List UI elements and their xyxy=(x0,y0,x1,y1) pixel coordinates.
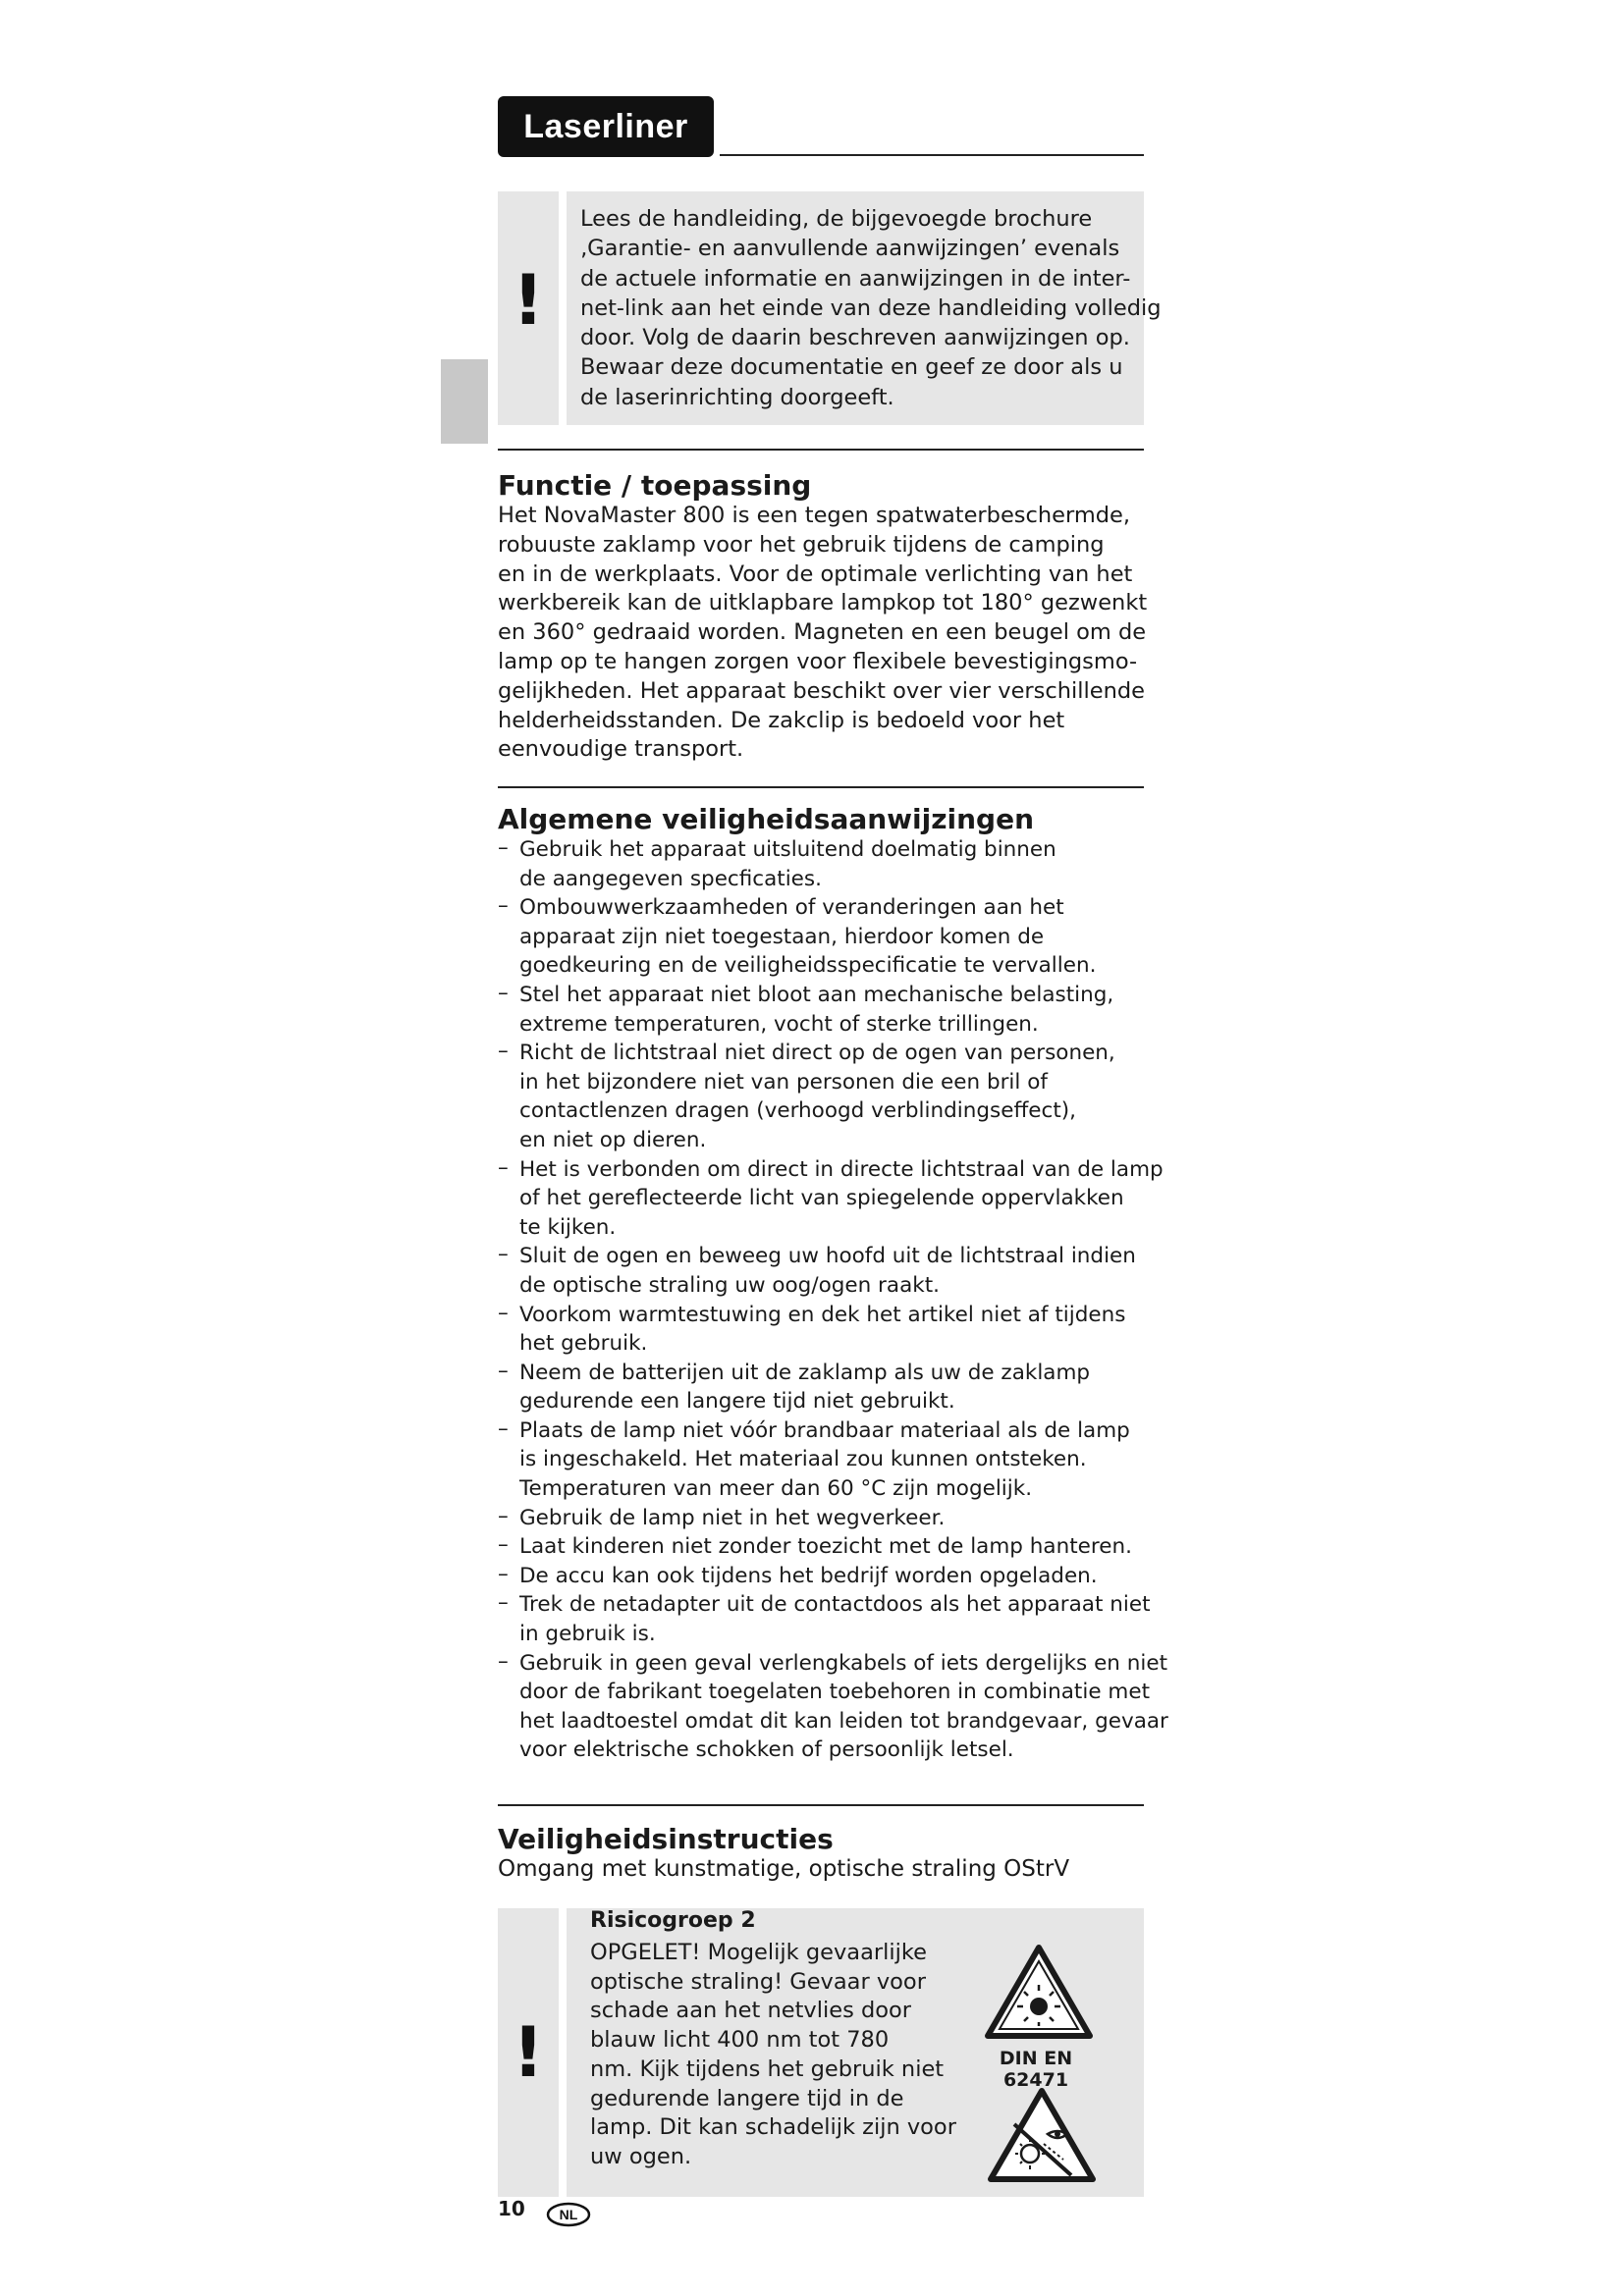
bullet-dash: – xyxy=(498,1300,509,1325)
page-number: 10 xyxy=(498,2197,525,2220)
text-line: optische straling! Gevaar voor xyxy=(590,1968,926,1995)
safety-item-line: Richt de lichtstraal niet direct op de ogen van personen, xyxy=(519,1041,1115,1066)
optical-radiation-warning-icon xyxy=(982,1942,1096,2044)
safety-item-line: Gebruik in geen geval verlengkabels of iets dergelijks en niet xyxy=(519,1650,1168,1676)
language-code: NL xyxy=(559,2207,578,2222)
safety-item-text xyxy=(519,1532,1132,1562)
safety-item-line: Laat kinderen niet zonder toezicht met de lamp hanteren. xyxy=(519,1534,1132,1560)
safety-item xyxy=(498,1562,1146,1591)
text-line: eenvoudige transport. xyxy=(498,736,744,763)
safety-item-text xyxy=(519,1504,945,1533)
safety-item-line: te kijken. xyxy=(519,1214,617,1240)
risk-warning-text xyxy=(590,1939,956,2172)
safety-item-line: het laadtoestel omdat dit kan leiden tot brandgevaar, gevaar xyxy=(519,1708,1168,1734)
text-line: schade aan het netvlies door xyxy=(590,1998,912,2024)
safety-item-line: het gebruik. xyxy=(519,1331,648,1357)
language-badge xyxy=(546,2202,591,2227)
safety-heading: Algemene veiligheidsaanwijzingen xyxy=(498,803,1035,835)
instructions-subtitle: Omgang met kunstmatige, optische straling OStrV xyxy=(498,1856,1070,1882)
safety-item-text xyxy=(519,981,1113,1039)
header-rule xyxy=(720,154,1144,156)
text-line: OPGELET! Mogelijk gevaarlijke xyxy=(590,1940,927,1965)
safety-item xyxy=(498,1154,1164,1243)
risk-group-title: Risicogroep 2 xyxy=(590,1908,756,1933)
safety-item-text xyxy=(519,1155,1164,1243)
laserliner-logo: Laserliner xyxy=(498,96,714,157)
intro-note-text xyxy=(580,204,1162,412)
safety-item-line: en niet op dieren. xyxy=(519,1127,707,1152)
safety-item-line: goedkeuring en de veiligheidsspecificatie te vervallen. xyxy=(519,953,1097,979)
safety-item-line: Trek de netadapter uit de contactdoos als het apparaat niet xyxy=(519,1592,1151,1618)
bullet-dash: – xyxy=(498,1415,509,1441)
safety-item-text xyxy=(519,893,1096,981)
safety-item xyxy=(498,1590,1151,1648)
bullet-dash: – xyxy=(498,980,509,1005)
text-line: robuuste zaklamp voor het gebruik tijdens de camping xyxy=(498,531,1105,558)
safety-item-line: De accu kan ook tijdens het bedrijf worden opgeladen. xyxy=(519,1563,1098,1588)
text-line: Bewaar deze documentatie en geef ze door als u xyxy=(580,354,1123,381)
exclamation-icon: ! xyxy=(513,2012,544,2093)
safety-item-text xyxy=(519,1562,1098,1591)
bullet-dash: – xyxy=(498,1561,509,1586)
safety-item-line: Ombouwwerkzaamheden of veranderingen aan het xyxy=(519,895,1064,921)
function-heading: Functie / toepassing xyxy=(498,469,812,502)
safety-item-line: in gebruik is. xyxy=(519,1622,656,1647)
bullet-dash: – xyxy=(498,1590,509,1616)
safety-item-line: apparaat zijn niet toegestaan, hierdoor komen de xyxy=(519,924,1045,949)
safety-item-line: is ingeschakeld. Het materiaal zou kunnen ontsteken. xyxy=(519,1447,1087,1472)
bullet-dash: – xyxy=(498,1358,509,1383)
safety-item xyxy=(498,981,1146,1039)
text-line: helderheidsstanden. De zakclip is bedoeld voor het xyxy=(498,707,1065,733)
safety-item xyxy=(498,1416,1146,1504)
safety-item-line: Het is verbonden om direct in directe lichtstraal van de lamp xyxy=(519,1156,1164,1182)
safety-item-line: Plaats de lamp niet vóór brandbaar materiaal als de lamp xyxy=(519,1417,1130,1443)
safety-item-line: de optische straling uw oog/ogen raakt. xyxy=(519,1272,940,1298)
safety-item xyxy=(498,835,1146,893)
text-line: door. Volg de daarin beschreven aanwijzingen op. xyxy=(580,325,1130,351)
bullet-dash: – xyxy=(498,1503,509,1528)
text-line: werkbereik kan de uitklapbare lampkop tot 180° gezwenkt xyxy=(498,590,1148,616)
intro-note-icon-panel xyxy=(498,191,559,425)
bullet-dash: – xyxy=(498,1039,509,1064)
safety-item-text xyxy=(519,1590,1151,1648)
text-line: blauw licht 400 nm tot 780 xyxy=(590,2027,890,2054)
safety-item xyxy=(498,1242,1146,1300)
text-line: gelijkheden. Het apparaat beschikt over vier verschillende xyxy=(498,677,1145,704)
safety-item-text xyxy=(519,1649,1168,1765)
safety-item-line: in het bijzondere niet van personen die een bril of xyxy=(519,1069,1048,1095)
safety-item-line: Gebruik de lamp niet in het wegverkeer. xyxy=(519,1505,946,1530)
safety-item-line: extreme temperaturen, vocht of sterke trillingen. xyxy=(519,1011,1039,1037)
safety-item-line: Stel het apparaat niet bloot aan mechanische belasting, xyxy=(519,982,1114,1007)
safety-item-line: contactlenzen dragen (verhoogd verblindingseffect), xyxy=(519,1098,1076,1124)
safety-item-line: voor elektrische schokken of persoonlijk letsel. xyxy=(519,1737,1014,1763)
safety-item-line: door de fabrikant toegelaten toebehoren in combinatie met xyxy=(519,1680,1150,1705)
section-divider xyxy=(498,1804,1144,1806)
safety-item-line: Gebruik het apparaat uitsluitend doelmatig binnen xyxy=(519,837,1056,862)
text-line: lamp op te hangen zorgen voor flexibele bevestigingsmo- xyxy=(498,648,1138,674)
safety-item-text xyxy=(519,1039,1115,1154)
text-line: nm. Kijk tijdens het gebruik niet xyxy=(590,2056,945,2082)
text-line: uw ogen. xyxy=(590,2143,692,2169)
bullet-dash: – xyxy=(498,1242,509,1267)
safety-item-line: gedurende een langere tijd niet gebruikt. xyxy=(519,1389,955,1415)
safety-list xyxy=(498,835,1168,1765)
text-line: net-link aan het einde van deze handleiding volledig xyxy=(580,294,1162,321)
section-divider xyxy=(498,786,1144,788)
safety-item-line: Sluit de ogen en beweeg uw hoofd uit de lichtstraal indien xyxy=(519,1244,1136,1269)
safety-item-line: Temperaturen van meer dan 60 °C zijn mogelijk. xyxy=(519,1476,1033,1502)
text-line: de actuele informatie en aanwijzingen in de inter- xyxy=(580,265,1131,292)
text-line: lamp. Dit kan schadelijk zijn voor xyxy=(590,2114,956,2141)
safety-item-text xyxy=(519,1242,1136,1300)
safety-item xyxy=(498,893,1146,981)
text-line: en in de werkplaats. Voor de optimale verlichting van het xyxy=(498,561,1133,587)
text-line: Het NovaMaster 800 is een tegen spatwaterbeschermde, xyxy=(498,503,1131,528)
safety-item xyxy=(498,1504,1146,1533)
bullet-dash: – xyxy=(498,1532,509,1558)
text-line: ‚Garantie- en aanvullende aanwijzingen’ evenals xyxy=(580,236,1120,262)
text-line: en 360° gedraaid worden. Magneten en een beugel om de xyxy=(498,619,1147,646)
safety-item-text xyxy=(519,1301,1125,1359)
bullet-dash: – xyxy=(498,893,509,919)
text-line: Lees de handleiding, de bijgevoegde brochure xyxy=(580,206,1093,232)
safety-item xyxy=(498,1648,1168,1765)
section-side-tab xyxy=(441,359,488,444)
text-line: gedurende langere tijd in de xyxy=(590,2085,904,2111)
safety-item-line: Voorkom warmtestuwing en dek het artikel niet af tijdens xyxy=(519,1302,1126,1327)
section-divider xyxy=(498,449,1144,451)
safety-item xyxy=(498,1359,1146,1416)
do-not-stare-into-light-icon xyxy=(985,2085,1099,2187)
safety-item-text xyxy=(519,1359,1090,1416)
safety-item-line: de aangegeven specficaties. xyxy=(519,866,822,891)
safety-item xyxy=(498,1301,1146,1359)
safety-item xyxy=(498,1532,1146,1562)
bullet-dash: – xyxy=(498,1154,509,1180)
bullet-dash: – xyxy=(498,835,509,860)
safety-item-line: Neem de batterijen uit de zaklamp als uw de zaklamp xyxy=(519,1360,1091,1385)
function-paragraph xyxy=(498,502,1146,765)
safety-item xyxy=(498,1039,1146,1154)
text-line: de laserinrichting doorgeeft. xyxy=(580,384,894,410)
exclamation-icon: ! xyxy=(513,260,544,341)
din-standard-label: DIN EN 62471 xyxy=(999,2048,1073,2091)
safety-item-text xyxy=(519,835,1056,893)
risk-note-icon-panel xyxy=(498,1908,559,2197)
safety-item-text xyxy=(519,1416,1130,1504)
bullet-dash: – xyxy=(498,1648,509,1674)
safety-item-line: of het gereflecteerde licht van spiegelende oppervlakken xyxy=(519,1186,1124,1211)
instructions-heading: Veiligheidsinstructies xyxy=(498,1823,834,1855)
